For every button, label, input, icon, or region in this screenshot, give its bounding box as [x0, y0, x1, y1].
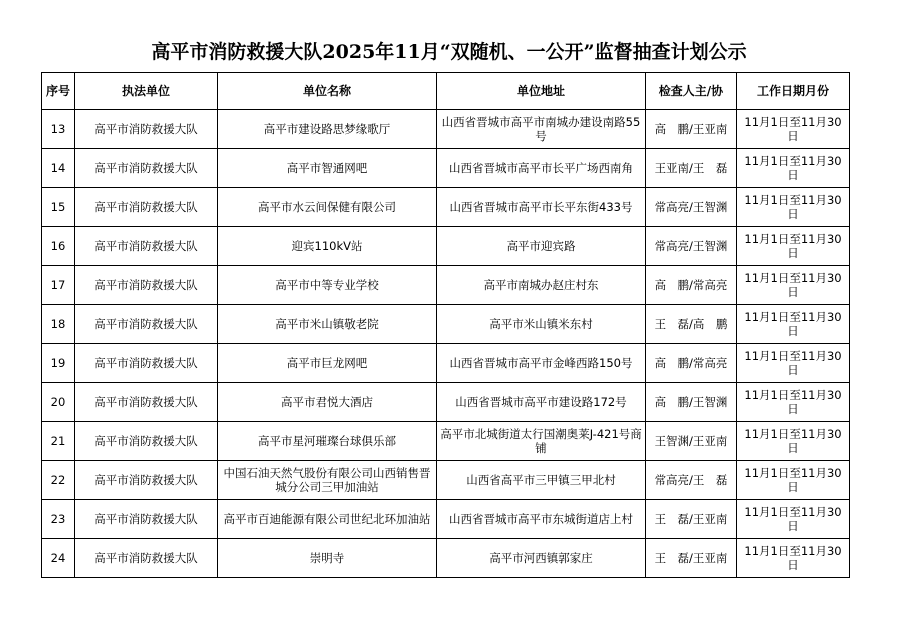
unit-name: 高平市智通网吧: [218, 149, 437, 188]
table-row: [42, 227, 850, 266]
inspectors: 王 磊/高 鹏: [646, 305, 737, 344]
header-unit-address: 单位地址: [437, 73, 646, 110]
inspectors: 高 鹏/常高亮: [646, 266, 737, 305]
agency: 高平市消防救援大队: [75, 500, 218, 539]
header-inspectors: 检查人主/协: [646, 73, 737, 110]
work-period: 11月1日至11月30日: [737, 539, 850, 578]
work-period: 11月1日至11月30日: [737, 500, 850, 539]
serial-no: 20: [42, 383, 75, 422]
header-enforcement-agency: 执法单位: [75, 73, 218, 110]
unit-address: 山西省晋城市高平市长平广场西南角: [437, 149, 646, 188]
inspectors: 常高亮/王智渊: [646, 227, 737, 266]
agency: 高平市消防救援大队: [75, 383, 218, 422]
inspectors: 王 磊/王亚南: [646, 500, 737, 539]
inspectors: 常高亮/王 磊: [646, 461, 737, 500]
serial-no: 16: [42, 227, 75, 266]
unit-name: 高平市星河璀璨台球俱乐部: [218, 422, 437, 461]
agency: 高平市消防救援大队: [75, 422, 218, 461]
inspectors: 王亚南/王 磊: [646, 149, 737, 188]
unit-address: 高平市迎宾路: [437, 227, 646, 266]
table-row: [42, 188, 850, 227]
work-period: 11月1日至11月30日: [737, 227, 850, 266]
table-header-row: [42, 73, 850, 110]
agency: 高平市消防救援大队: [75, 539, 218, 578]
unit-address: 山西省晋城市高平市长平东街433号: [437, 188, 646, 227]
work-period: 11月1日至11月30日: [737, 188, 850, 227]
unit-address: 高平市河西镇郭家庄: [437, 539, 646, 578]
table-row: [42, 422, 850, 461]
unit-name: 高平市中等专业学校: [218, 266, 437, 305]
table-row: [42, 539, 850, 578]
serial-no: 15: [42, 188, 75, 227]
work-period: 11月1日至11月30日: [737, 344, 850, 383]
serial-no: 13: [42, 110, 75, 149]
inspection-plan-table: [41, 72, 850, 578]
table-row: [42, 461, 850, 500]
inspectors: 高 鹏/王智渊: [646, 383, 737, 422]
unit-address: 山西省高平市三甲镇三甲北村: [437, 461, 646, 500]
table-row: [42, 344, 850, 383]
unit-name: 高平市米山镇敬老院: [218, 305, 437, 344]
unit-name: 高平市百迪能源有限公司世纪北环加油站: [218, 500, 437, 539]
agency: 高平市消防救援大队: [75, 266, 218, 305]
header-serial-no: 序号: [42, 73, 75, 110]
work-period: 11月1日至11月30日: [737, 383, 850, 422]
unit-address: 山西省晋城市高平市东城街道店上村: [437, 500, 646, 539]
inspectors: 王智渊/王亚南: [646, 422, 737, 461]
unit-address: 高平市北城街道太行国潮奥莱J-421号商铺: [437, 422, 646, 461]
table-row: [42, 500, 850, 539]
header-unit-name: 单位名称: [218, 73, 437, 110]
inspectors: 常高亮/王智渊: [646, 188, 737, 227]
header-work-period: 工作日期月份: [737, 73, 850, 110]
unit-name: 高平市君悦大酒店: [218, 383, 437, 422]
agency: 高平市消防救援大队: [75, 227, 218, 266]
serial-no: 19: [42, 344, 75, 383]
agency: 高平市消防救援大队: [75, 305, 218, 344]
serial-no: 21: [42, 422, 75, 461]
serial-no: 18: [42, 305, 75, 344]
document-title: 高平市消防救援大队2025年11月“双随机、一公开”监督抽查计划公示: [151, 41, 747, 63]
unit-name: 中国石油天然气股份有限公司山西销售晋城分公司三甲加油站: [218, 461, 437, 500]
serial-no: 14: [42, 149, 75, 188]
serial-no: 23: [42, 500, 75, 539]
unit-address: 山西省晋城市高平市建设路172号: [437, 383, 646, 422]
work-period: 11月1日至11月30日: [737, 110, 850, 149]
inspectors: 高 鹏/王亚南: [646, 110, 737, 149]
unit-name: 高平市巨龙网吧: [218, 344, 437, 383]
unit-name: 迎宾110kV站: [218, 227, 437, 266]
unit-address: 山西省晋城市高平市金峰西路150号: [437, 344, 646, 383]
agency: 高平市消防救援大队: [75, 110, 218, 149]
agency: 高平市消防救援大队: [75, 149, 218, 188]
unit-address: 高平市米山镇米东村: [437, 305, 646, 344]
unit-name: 崇明寺: [218, 539, 437, 578]
work-period: 11月1日至11月30日: [737, 305, 850, 344]
unit-name: 高平市建设路思梦缘歌厅: [218, 110, 437, 149]
table-row: [42, 305, 850, 344]
table-row: [42, 110, 850, 149]
serial-no: 22: [42, 461, 75, 500]
work-period: 11月1日至11月30日: [737, 266, 850, 305]
work-period: 11月1日至11月30日: [737, 149, 850, 188]
unit-name: 高平市水云间保健有限公司: [218, 188, 437, 227]
unit-address: 高平市南城办赵庄村东: [437, 266, 646, 305]
work-period: 11月1日至11月30日: [737, 461, 850, 500]
agency: 高平市消防救援大队: [75, 188, 218, 227]
table-row: [42, 383, 850, 422]
inspectors: 高 鹏/常高亮: [646, 344, 737, 383]
agency: 高平市消防救援大队: [75, 461, 218, 500]
table-row: [42, 266, 850, 305]
unit-address: 山西省晋城市高平市南城办建设南路55号: [437, 110, 646, 149]
agency: 高平市消防救援大队: [75, 344, 218, 383]
serial-no: 17: [42, 266, 75, 305]
serial-no: 24: [42, 539, 75, 578]
table-row: [42, 149, 850, 188]
work-period: 11月1日至11月30日: [737, 422, 850, 461]
inspectors: 王 磊/王亚南: [646, 539, 737, 578]
